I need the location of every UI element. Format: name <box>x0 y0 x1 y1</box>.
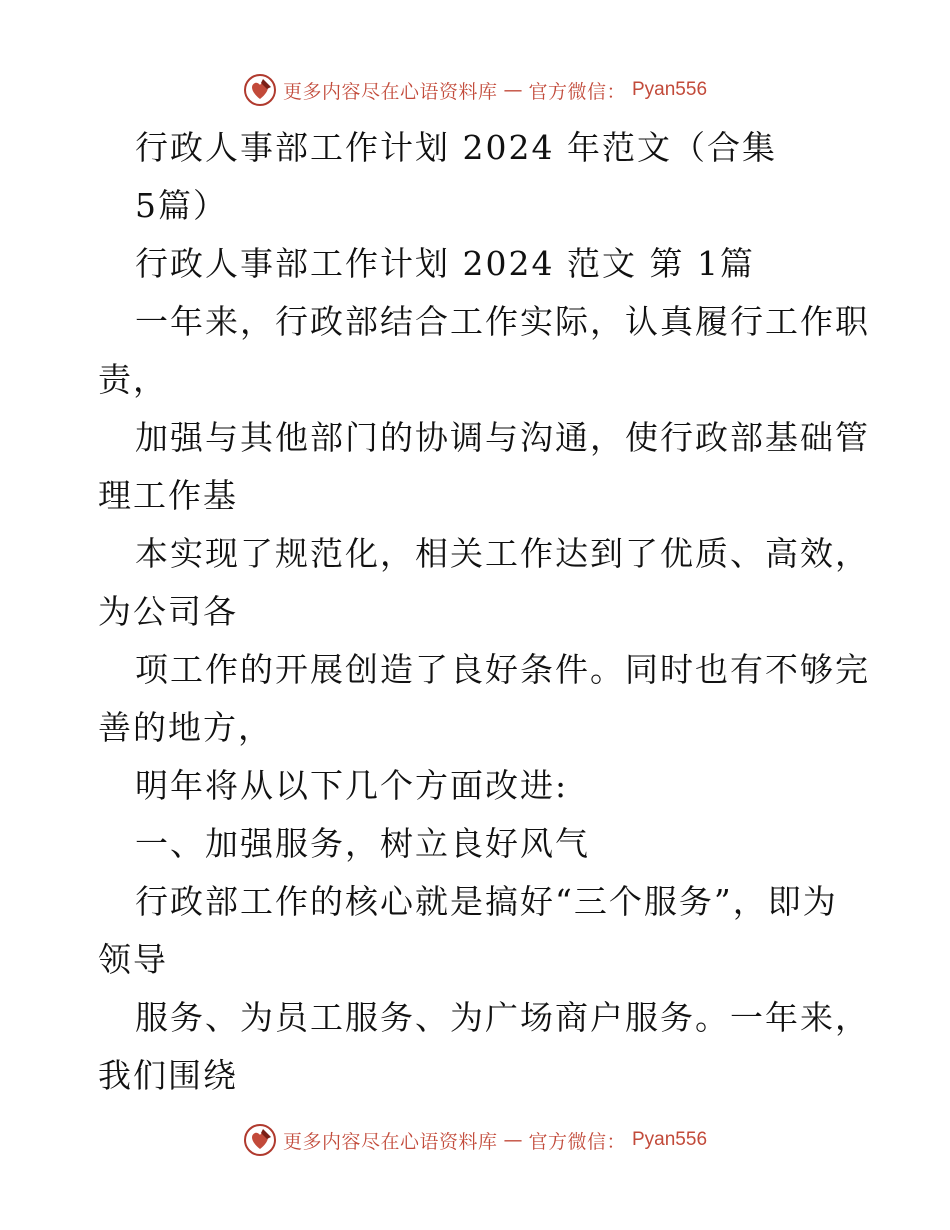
doc-title-line-1: 行政人事部工作计划 2024 年范文（合集 <box>135 128 777 167</box>
paragraph-line: 行政部工作的核心就是搞好“三个服务”，即为 <box>135 882 838 921</box>
paragraph-line: 明年将从以下几个方面改进: <box>135 766 569 805</box>
paragraph-line: 一年来，行政部结合工作实际，认真履行工作职 <box>135 302 870 341</box>
watermark-group <box>243 73 707 107</box>
doc-title-line-2: 5篇） <box>135 186 228 225</box>
watermark-handle: Pyan556 <box>632 1129 708 1150</box>
watermark-separator: — <box>503 1129 523 1151</box>
watermark-separator: — <box>503 79 523 101</box>
paragraph-line: 理工作基 <box>98 476 238 515</box>
paragraph-line: 项工作的开展创造了良好条件。同时也有不够完 <box>135 650 870 689</box>
subsection-heading: 一、加强服务，树立良好风气 <box>135 824 590 863</box>
paragraph-line: 领导 <box>98 940 168 979</box>
paragraph-line: 本实现了规范化，相关工作达到了优质、高效， <box>135 534 870 573</box>
footer-watermark <box>0 1120 950 1160</box>
watermark-site-text: 更多内容尽在心语资料库 <box>282 80 498 103</box>
header-watermark <box>0 70 950 110</box>
paragraph-line: 为公司各 <box>98 592 238 631</box>
watermark-wechat-label: 官方微信： <box>528 80 626 103</box>
watermark-group <box>243 1123 707 1157</box>
watermark-handle: Pyan556 <box>632 79 708 100</box>
watermark-wechat-label: 官方微信： <box>528 1130 626 1153</box>
paragraph-line: 加强与其他部门的协调与沟通，使行政部基础管 <box>135 418 870 457</box>
section-heading: 行政人事部工作计划 2024 范文 第 1篇 <box>135 244 755 283</box>
paragraph-line: 责， <box>98 360 168 399</box>
paragraph-line: 服务、为员工服务、为广场商户服务。一年来， <box>135 998 870 1037</box>
paragraph-line: 善的地方， <box>98 708 273 747</box>
heart-pen-logo-icon <box>243 73 277 107</box>
heart-pen-logo-icon <box>243 1123 277 1157</box>
watermark-site-text: 更多内容尽在心语资料库 <box>282 1130 498 1153</box>
paragraph-line: 我们围绕 <box>98 1056 238 1095</box>
